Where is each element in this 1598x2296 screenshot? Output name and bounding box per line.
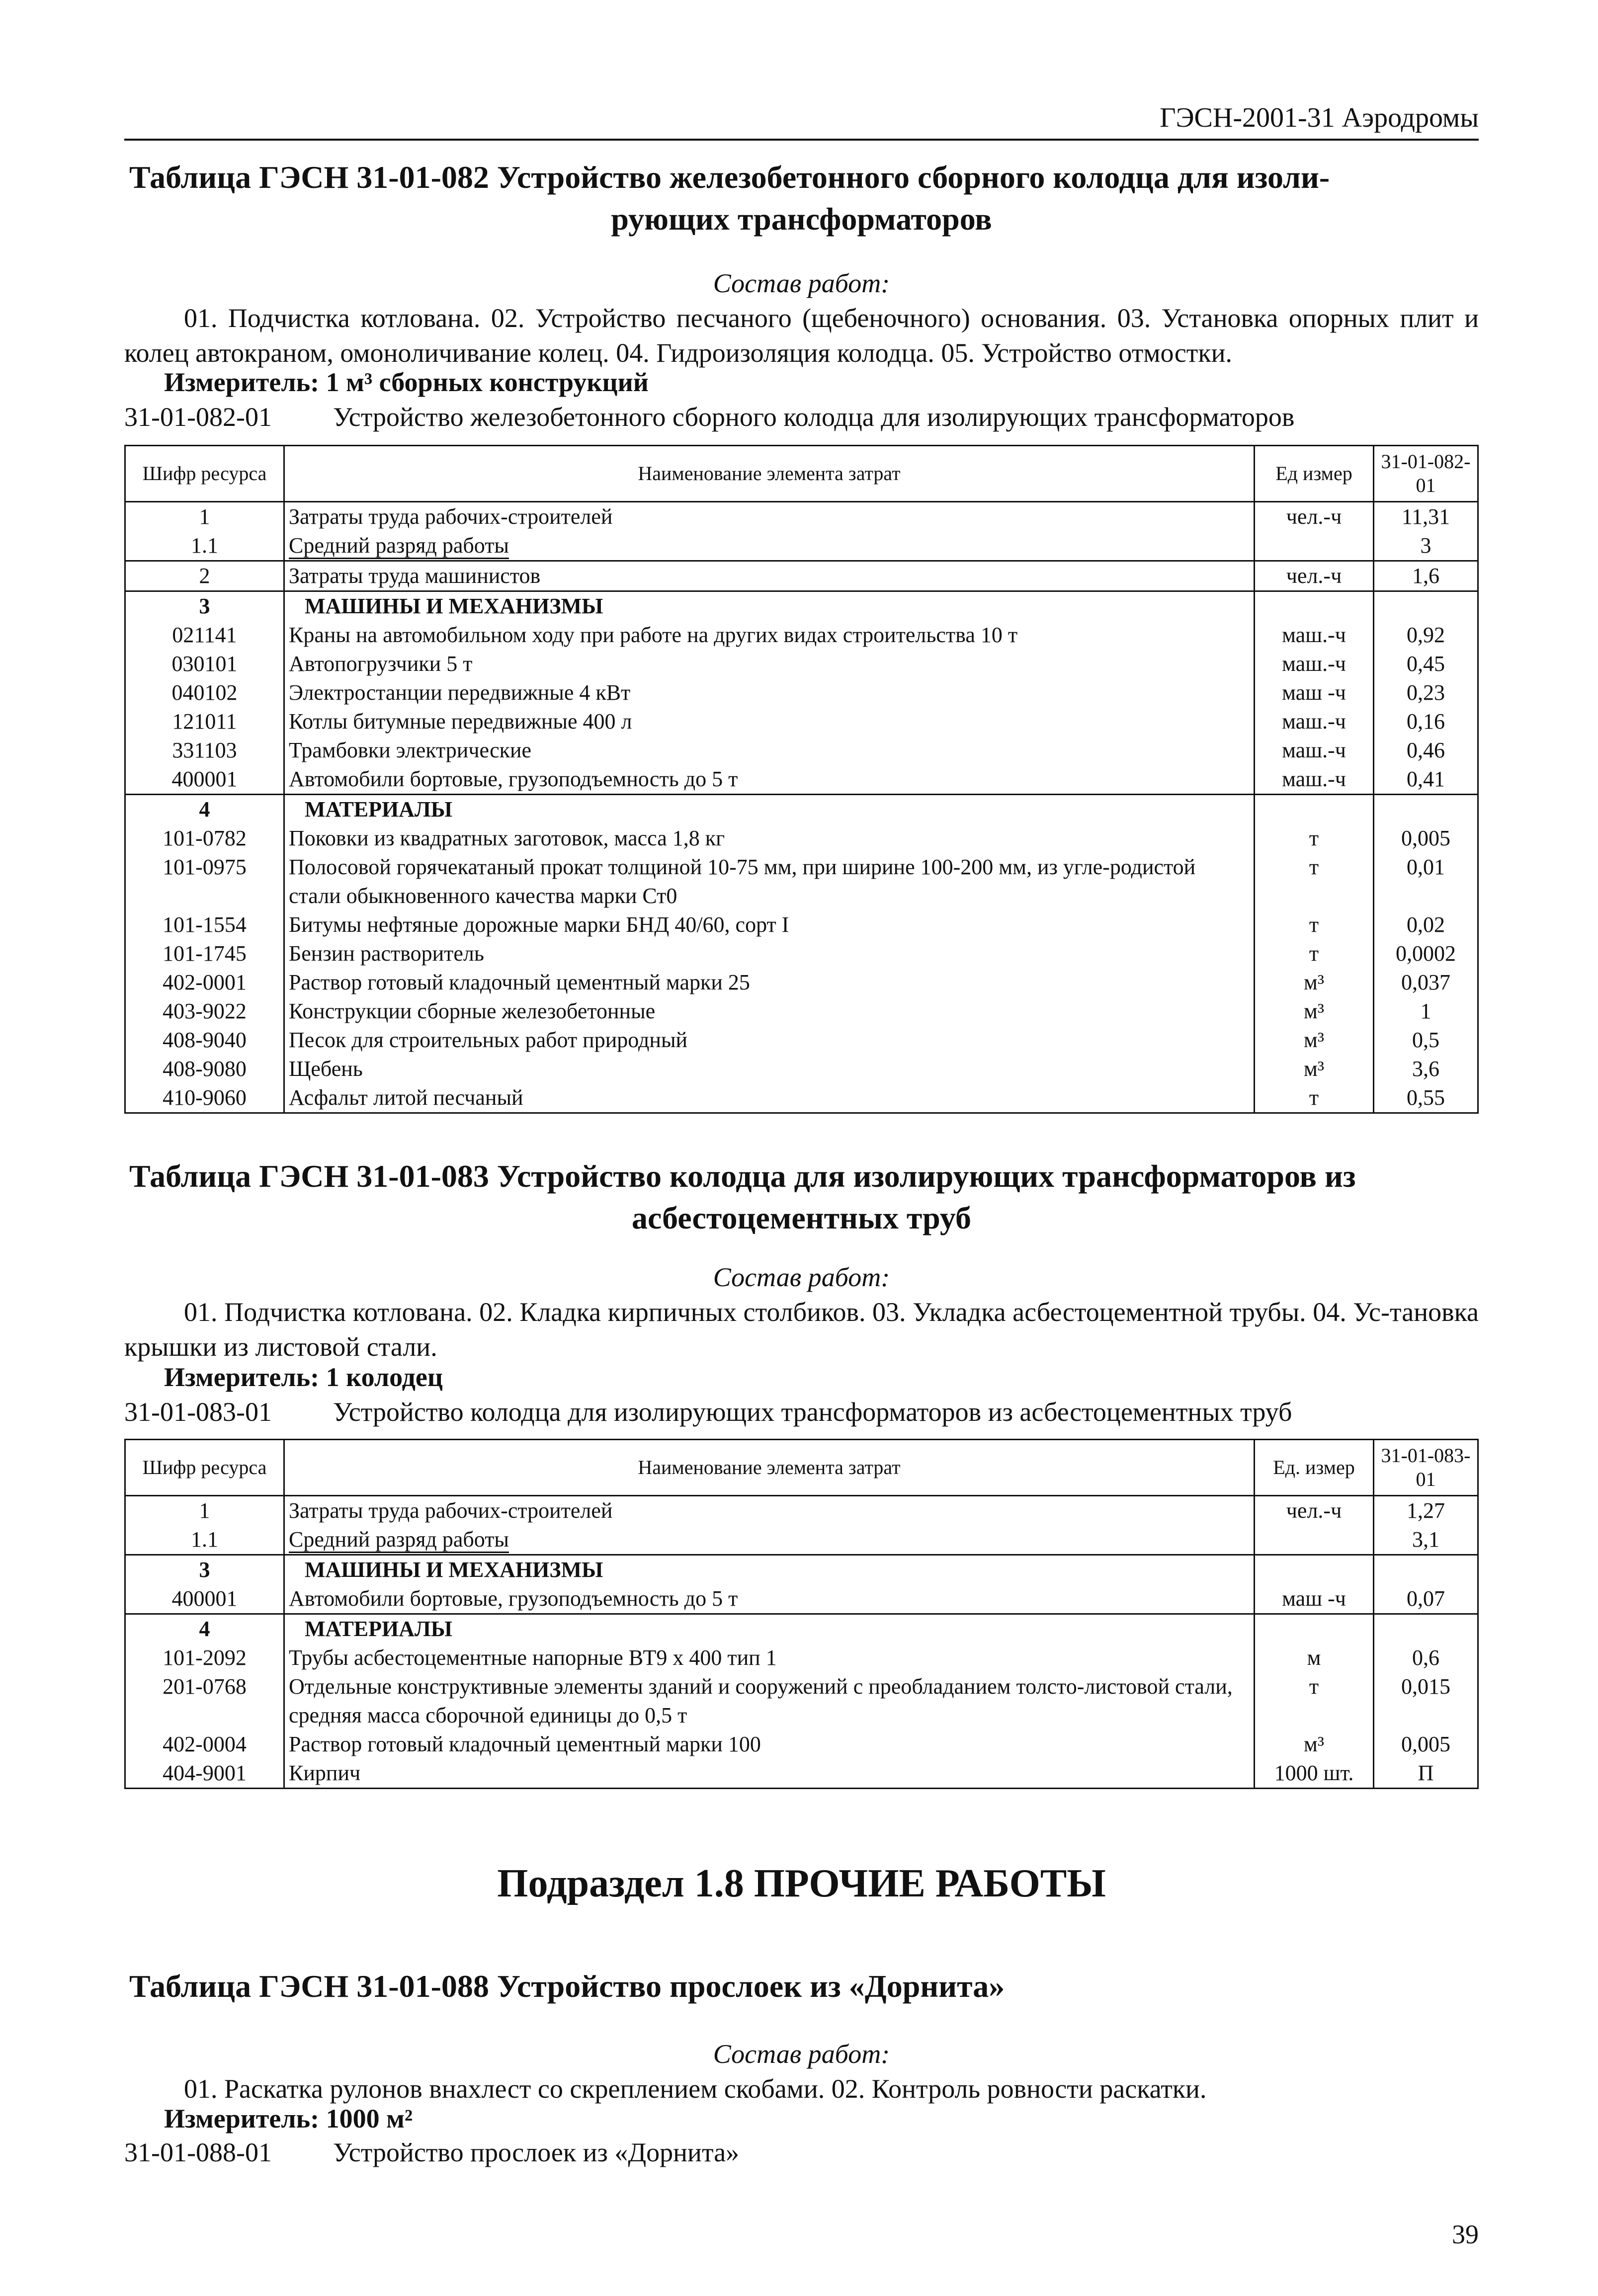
table1-norm-code: 31-01-082-01 <box>124 402 272 432</box>
table2-composition <box>124 1260 1479 1364</box>
cell-value: 0,41 <box>1374 765 1478 795</box>
cell-name: Песок для строительных работ природный <box>284 1026 1255 1055</box>
cell-code: 030101 <box>125 650 284 678</box>
table3-norm-name: Устройство прослоек из «Дорнита» <box>333 2137 740 2167</box>
table-row <box>125 1643 1478 1672</box>
cell-value: 0,02 <box>1374 910 1478 939</box>
table1-meter <box>164 367 649 398</box>
cell-unit: маш.-ч <box>1255 707 1374 736</box>
table2-norm-line <box>124 1396 1479 1427</box>
cell-unit <box>1255 1614 1374 1644</box>
table3-composition-caption: Состав работ: <box>713 2039 890 2069</box>
cell-value: 0,01 <box>1374 853 1478 910</box>
cell-code: 400001 <box>125 1584 284 1614</box>
cell-code: 2 <box>125 561 284 591</box>
cell-unit <box>1255 531 1374 561</box>
cell-value: 0,005 <box>1374 824 1478 853</box>
cell-code: 408-9040 <box>125 1026 284 1055</box>
cell-name: Полосовой горячекатаный прокат толщиной 10-75 мм, при ширине 100-200 мм, из угле-родистой стали обыкновенного качества марки Ст0 <box>284 853 1255 910</box>
header-code: Шифр ресурса <box>125 1440 284 1496</box>
table3-meter-value: 1000 м² <box>326 2104 413 2133</box>
cell-code: 1 <box>125 1496 284 1526</box>
cell-name: Отдельные конструктивные элементы зданий и сооружений с преобладанием толсто-листовой стали, средняя масса сборочной единицы до 0,5 т <box>284 1672 1255 1730</box>
subsection-title: Подраздел 1.8 ПРОЧИЕ РАБОТЫ <box>497 1862 1106 1905</box>
cell-value: 0,6 <box>1374 1643 1478 1672</box>
table1-norm-name: Устройство железобетонного сборного колодца для изолирующих трансформаторов <box>333 402 1295 432</box>
header-value: 31-01-083-01 <box>1374 1440 1478 1496</box>
table1-composition-caption: Состав работ: <box>713 268 890 298</box>
cell-code: 408-9080 <box>125 1055 284 1083</box>
table-row <box>125 1759 1478 1789</box>
cell-value: 3,1 <box>1374 1525 1478 1555</box>
table-row <box>125 531 1478 561</box>
table-row <box>125 939 1478 968</box>
cell-name: Асфальт литой песчаный <box>284 1083 1255 1113</box>
table-row <box>125 650 1478 678</box>
header-value: 31-01-082-01 <box>1374 446 1478 502</box>
cell-code: 101-0975 <box>125 853 284 910</box>
table3-composition <box>124 2037 1479 2106</box>
cell-value: 0,015 <box>1374 1672 1478 1730</box>
table-row <box>125 1730 1478 1759</box>
cell-value: 1,27 <box>1374 1496 1478 1526</box>
table1-composition <box>124 266 1479 370</box>
cell-code: 400001 <box>125 765 284 795</box>
cell-value: 0,45 <box>1374 650 1478 678</box>
cell-code: 402-0004 <box>125 1730 284 1759</box>
cell-unit: т <box>1255 939 1374 968</box>
table1-title-line1: Таблица ГЭСН 31-01-082 Устройство железобетонного сборного колодца для изоли- <box>129 160 1330 195</box>
cell-code: 3 <box>125 1555 284 1585</box>
cell-unit: 1000 шт. <box>1255 1759 1374 1789</box>
cell-name: Щебень <box>284 1055 1255 1083</box>
cell-name-text: Средний разряд работы <box>289 533 509 559</box>
cell-value: 0,16 <box>1374 707 1478 736</box>
cell-unit <box>1255 1525 1374 1555</box>
table2-meter-value: 1 колодец <box>326 1362 443 1392</box>
cell-unit: маш.-ч <box>1255 621 1374 650</box>
cell-name: МАШИНЫ И МЕХАНИЗМЫ <box>284 1555 1255 1585</box>
table-row <box>125 853 1478 910</box>
cell-name: Трамбовки электрические <box>284 736 1255 765</box>
cell-name: Автомобили бортовые, грузоподъемность до 5 т <box>284 1584 1255 1614</box>
table1-title <box>124 157 1479 240</box>
table-row <box>125 678 1478 707</box>
table3-meter-label: Измеритель: <box>164 2104 320 2133</box>
cell-value: 0,005 <box>1374 1730 1478 1759</box>
cell-value: 0,0002 <box>1374 939 1478 968</box>
table3-norm-line <box>124 2137 1479 2168</box>
table3-composition-text: 01. Раскатка рулонов внахлест со скреплением скобами. 02. Контроль ровности раскатки. <box>184 2074 1207 2104</box>
table3-title <box>124 1966 1479 2007</box>
cell-code: 101-1554 <box>125 910 284 939</box>
cell-name: Битумы нефтяные дорожные марки БНД 40/60, сорт I <box>284 910 1255 939</box>
cell-unit: маш.-ч <box>1255 736 1374 765</box>
cell-code: 101-1745 <box>125 939 284 968</box>
table-row <box>125 1614 1478 1644</box>
cell-name: Электростанции передвижные 4 кВт <box>284 678 1255 707</box>
cell-value: 0,23 <box>1374 678 1478 707</box>
cell-value <box>1374 591 1478 621</box>
cell-value: 0,07 <box>1374 1584 1478 1614</box>
header-unit: Ед измер <box>1255 446 1374 502</box>
table-row <box>125 1525 1478 1555</box>
table-row <box>125 736 1478 765</box>
table-row <box>125 1055 1478 1083</box>
table-row <box>125 1672 1478 1730</box>
cell-name: Трубы асбестоцементные напорные ВТ9 х 400 тип 1 <box>284 1643 1255 1672</box>
cell-name: Раствор готовый кладочный цементный марки 25 <box>284 968 1255 997</box>
cell-name: Затраты труда машинистов <box>284 561 1255 591</box>
table2-composition-text: 01. Подчистка котлована. 02. Кладка кирпичных столбиков. 03. Укладка асбестоцементной трубы. 04. Ус-тановка крышки из листовой стали. <box>124 1297 1479 1362</box>
table-row <box>125 910 1478 939</box>
cell-code: 410-9060 <box>125 1083 284 1113</box>
table3-meter <box>164 2103 413 2134</box>
cell-code: 4 <box>125 795 284 824</box>
cell-code: 331103 <box>125 736 284 765</box>
cell-name: Затраты труда рабочих-строителей <box>284 1496 1255 1526</box>
cell-unit: т <box>1255 824 1374 853</box>
header-unit: Ед. измер <box>1255 1440 1374 1496</box>
cell-value <box>1374 1614 1478 1644</box>
cell-unit: т <box>1255 1672 1374 1730</box>
table1-meter-label: Измеритель: <box>164 367 320 397</box>
table-row <box>125 1555 1478 1585</box>
table-row <box>125 591 1478 621</box>
cell-name <box>284 531 1255 561</box>
table2-meter-label: Измеритель: <box>164 1362 320 1392</box>
cell-name: Поковки из квадратных заготовок, масса 1,8 кг <box>284 824 1255 853</box>
cell-value: 3,6 <box>1374 1055 1478 1083</box>
table-row <box>125 707 1478 736</box>
cell-unit: м³ <box>1255 997 1374 1026</box>
cell-value: 1,6 <box>1374 561 1478 591</box>
cell-name: МАТЕРИАЛЫ <box>284 1614 1255 1644</box>
table1-resources <box>124 445 1479 1114</box>
cell-value: 0,037 <box>1374 968 1478 997</box>
cell-unit: м³ <box>1255 968 1374 997</box>
table1-header-row <box>125 446 1478 502</box>
table-row <box>125 1083 1478 1113</box>
cell-name-text: Средний разряд работы <box>289 1527 509 1553</box>
table-row <box>125 765 1478 795</box>
cell-name: Кирпич <box>284 1759 1255 1789</box>
cell-name: Конструкции сборные железобетонные <box>284 997 1255 1026</box>
cell-unit: маш -ч <box>1255 678 1374 707</box>
table1-meter-value: 1 м³ сборных конструкций <box>326 367 649 397</box>
table-row <box>125 997 1478 1026</box>
cell-value: 0,55 <box>1374 1083 1478 1113</box>
cell-value: П <box>1374 1759 1478 1789</box>
table2-title-line2: асбестоцементных труб <box>631 1200 972 1235</box>
cell-unit: т <box>1255 853 1374 910</box>
cell-name <box>284 1525 1255 1555</box>
cell-value: 0,92 <box>1374 621 1478 650</box>
table2-norm-name: Устройство колодца для изолирующих трансформаторов из асбестоцементных труб <box>333 1397 1292 1427</box>
cell-value <box>1374 795 1478 824</box>
header-code: Шифр ресурса <box>125 446 284 502</box>
table2-meter <box>164 1362 443 1393</box>
cell-code: 101-0782 <box>125 824 284 853</box>
cell-name: Автопогрузчики 5 т <box>284 650 1255 678</box>
cell-code: 402-0001 <box>125 968 284 997</box>
cell-code: 121011 <box>125 707 284 736</box>
cell-unit: т <box>1255 1083 1374 1113</box>
cell-unit <box>1255 795 1374 824</box>
cell-value: 3 <box>1374 531 1478 561</box>
table1-norm-line <box>124 402 1479 432</box>
cell-name: Котлы битумные передвижные 400 л <box>284 707 1255 736</box>
cell-value: 1 <box>1374 997 1478 1026</box>
table2-title <box>124 1155 1479 1239</box>
cell-unit <box>1255 1555 1374 1585</box>
cell-code: 101-2092 <box>125 1643 284 1672</box>
cell-code: 040102 <box>125 678 284 707</box>
table2-header-row <box>125 1440 1478 1496</box>
header-name: Наименование элемента затрат <box>284 446 1255 502</box>
table-row <box>125 968 1478 997</box>
cell-code: 1.1 <box>125 531 284 561</box>
table2-composition-caption: Состав работ: <box>713 1262 890 1292</box>
cell-unit: чел.-ч <box>1255 502 1374 532</box>
table-row <box>125 1026 1478 1055</box>
table-row <box>125 1584 1478 1614</box>
cell-unit: маш.-ч <box>1255 650 1374 678</box>
cell-name: МАТЕРИАЛЫ <box>284 795 1255 824</box>
cell-code: 403-9022 <box>125 997 284 1026</box>
cell-unit: маш.-ч <box>1255 765 1374 795</box>
table3-norm-code: 31-01-088-01 <box>124 2137 272 2167</box>
cell-unit: чел.-ч <box>1255 561 1374 591</box>
cell-unit: чел.-ч <box>1255 1496 1374 1526</box>
cell-code: 1 <box>125 502 284 532</box>
table-row <box>125 502 1478 532</box>
table-row <box>125 621 1478 650</box>
cell-value <box>1374 1555 1478 1585</box>
table2-resources <box>124 1439 1479 1789</box>
cell-code: 021141 <box>125 621 284 650</box>
cell-code: 201-0768 <box>125 1672 284 1730</box>
cell-unit: м³ <box>1255 1055 1374 1083</box>
page-number: 39 <box>1452 2219 1479 2249</box>
cell-name: МАШИНЫ И МЕХАНИЗМЫ <box>284 591 1255 621</box>
cell-name: Бензин растворитель <box>284 939 1255 968</box>
cell-code: 404-9001 <box>125 1759 284 1789</box>
table1-title-line2: рующих трансформаторов <box>611 201 992 237</box>
cell-value: 0,5 <box>1374 1026 1478 1055</box>
table3-title-line1: Таблица ГЭСН 31-01-088 Устройство прослоек из «Дорнита» <box>129 1968 1005 2004</box>
cell-code: 1.1 <box>125 1525 284 1555</box>
running-header: ГЭСН-2001-31 Аэродромы <box>124 102 1479 141</box>
cell-unit <box>1255 591 1374 621</box>
cell-name: Краны на автомобильном ходу при работе на других видах строительства 10 т <box>284 621 1255 650</box>
header-name: Наименование элемента затрат <box>284 1440 1255 1496</box>
table-row <box>125 824 1478 853</box>
cell-value: 0,46 <box>1374 736 1478 765</box>
cell-code: 3 <box>125 591 284 621</box>
table-row <box>125 561 1478 591</box>
cell-value: 11,31 <box>1374 502 1478 532</box>
cell-name: Раствор готовый кладочный цементный марки 100 <box>284 1730 1255 1759</box>
table-row <box>125 795 1478 824</box>
table2-title-line1: Таблица ГЭСН 31-01-083 Устройство колодца для изолирующих трансформаторов из <box>129 1158 1356 1194</box>
cell-code: 4 <box>125 1614 284 1644</box>
cell-unit: м³ <box>1255 1026 1374 1055</box>
cell-unit: м³ <box>1255 1730 1374 1759</box>
cell-name: Затраты труда рабочих-строителей <box>284 502 1255 532</box>
table-row <box>125 1496 1478 1526</box>
table1-composition-text: 01. Подчистка котлована. 02. Устройство песчаного (щебеночного) основания. 03. Установка опорных плит и колец автокраном, омоноличивание колец. 04. Гидроизоляция колодца. 05. Устройство отмостки. <box>124 303 1479 368</box>
cell-unit: т <box>1255 910 1374 939</box>
cell-name: Автомобили бортовые, грузоподъемность до 5 т <box>284 765 1255 795</box>
cell-unit: маш -ч <box>1255 1584 1374 1614</box>
cell-unit: м <box>1255 1643 1374 1672</box>
table2-norm-code: 31-01-083-01 <box>124 1397 272 1427</box>
